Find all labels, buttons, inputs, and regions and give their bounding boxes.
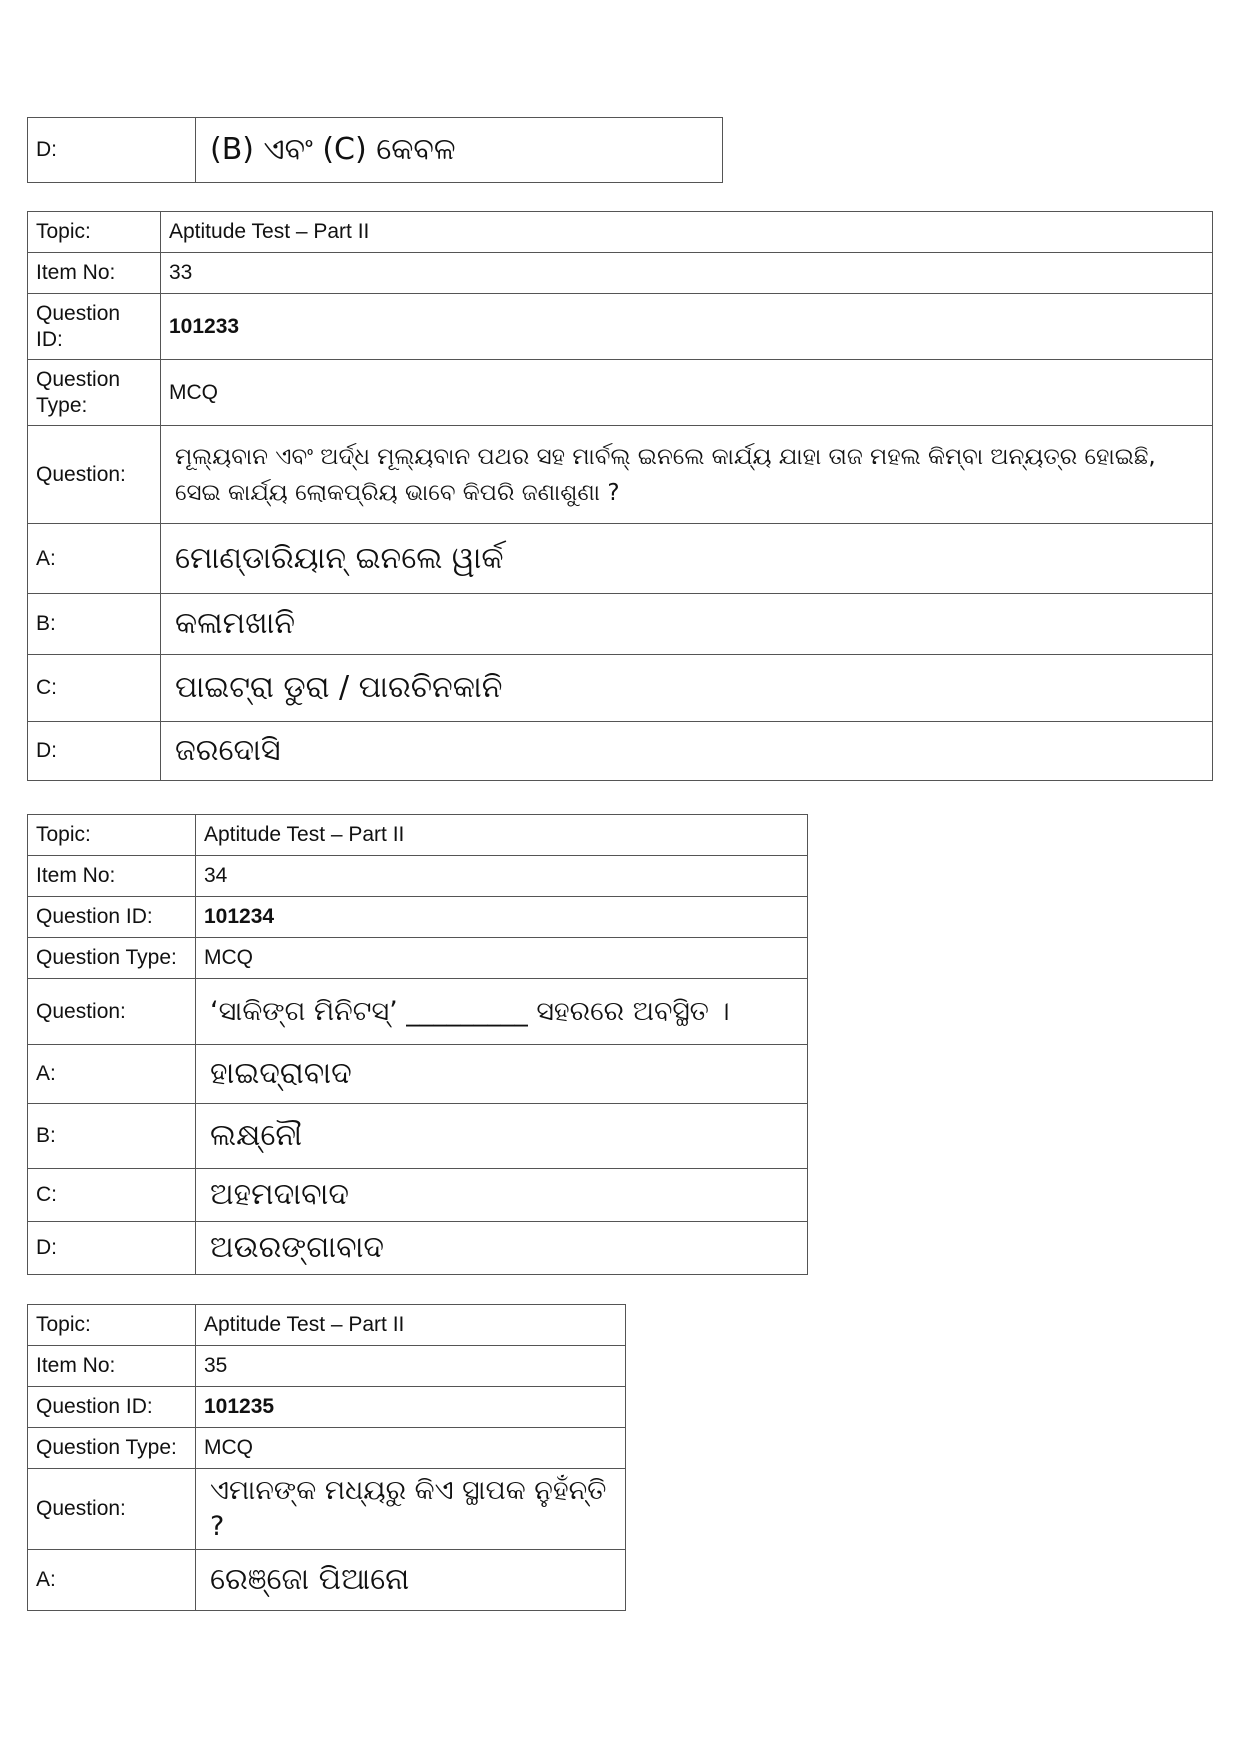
option-b-row xyxy=(28,594,1213,655)
topic-row xyxy=(28,1305,626,1346)
topic-value: Aptitude Test – Part II xyxy=(196,1305,626,1346)
question-text: ‘ସାକିଙ୍ଗ ମିନିଟସ୍’ _________ ସହରରେ ଅବସ୍ଥିତ । xyxy=(196,979,808,1045)
item-no-row xyxy=(28,253,1213,294)
option-d-row xyxy=(28,118,723,183)
question-label: Question: xyxy=(28,1469,196,1550)
topic-row xyxy=(28,815,808,856)
question-34-table xyxy=(27,814,808,1275)
option-a-label: A: xyxy=(28,1550,196,1611)
topic-value: Aptitude Test – Part II xyxy=(196,815,808,856)
option-a-text: ମୋଣ୍ଡାରିୟାନ୍ ଇନଲେ ୱାର୍କ xyxy=(161,524,1213,594)
question-type-value: MCQ xyxy=(196,938,808,979)
option-b-label: B: xyxy=(28,594,161,655)
question-type-label: Question Type: xyxy=(28,1428,196,1469)
question-id-row xyxy=(28,1387,626,1428)
item-no-label: Item No: xyxy=(28,1346,196,1387)
question-id-label: Question ID: xyxy=(28,1387,196,1428)
question-label: Question: xyxy=(28,426,161,524)
option-c-text: ପାଇଟ୍ରା ଡୁରା / ପାରଚିନକାନି xyxy=(161,655,1213,722)
question-id-value: 101235 xyxy=(204,1395,275,1418)
option-d-text: (B) ଏବଂ (C) କେବଳ xyxy=(196,118,723,183)
option-d-label: D: xyxy=(28,722,161,781)
option-a-label: A: xyxy=(28,524,161,594)
option-a-label: A: xyxy=(28,1045,196,1104)
topic-label: Topic: xyxy=(28,1305,196,1346)
item-no-row xyxy=(28,856,808,897)
question-type-value: MCQ xyxy=(161,360,1213,426)
question-type-row xyxy=(28,1428,626,1469)
item-no-value: 34 xyxy=(196,856,808,897)
item-no-value: 33 xyxy=(161,253,1213,294)
question-type-label: Question Type: xyxy=(28,360,161,426)
option-a-row xyxy=(28,1550,626,1611)
option-d-label: D: xyxy=(28,1222,196,1275)
topic-row xyxy=(28,212,1213,253)
option-c-text: ଅହମଦାବାଦ xyxy=(196,1169,808,1222)
option-a-text: ରେଞ୍ଜୋ ପିଆନୋ xyxy=(196,1550,626,1611)
option-a-row xyxy=(28,1045,808,1104)
question-row xyxy=(28,979,808,1045)
option-a-text: ହାଇଦ୍ରାବାଦ xyxy=(196,1045,808,1104)
option-b-row xyxy=(28,1104,808,1169)
option-c-row xyxy=(28,1169,808,1222)
question-33-table xyxy=(27,211,1213,781)
option-c-label: C: xyxy=(28,1169,196,1222)
question-id-value: 101233 xyxy=(169,314,240,338)
question-id-row xyxy=(28,294,1213,360)
question-row xyxy=(28,426,1213,524)
option-b-text: ଲକ୍ଷ୍ନୌ xyxy=(196,1104,808,1169)
option-a-row xyxy=(28,524,1213,594)
option-d-text: ଜରଦୋସି xyxy=(161,722,1213,781)
question-id-row xyxy=(28,897,808,938)
question-text: ମୂଲ୍ୟବାନ ଏବଂ ଅର୍ଦ୍ଧ ମୂଲ୍ୟବାନ ପଥର ସହ ମାର୍ବଲ୍ ଇନଲେ କାର୍ଯ୍ୟ ଯାହା ତାଜ ମହଲ କିମ୍ବା ଅନ୍ୟତ୍ର ହୋଇଛି, ସେଇ କାର୍ଯ୍ୟ ଲୋକପ୍ରିୟ ଭାବେ କିପରି ଜଣାଶୁଣା ? xyxy=(161,426,1213,524)
item-no-value: 35 xyxy=(196,1346,626,1387)
question-text: ଏମାନଙ୍କ ମଧ୍ୟରୁ କିଏ ସ୍ଥାପକ ନୁହଁନ୍ତି ? xyxy=(196,1469,626,1550)
previous-question-fragment-table xyxy=(27,117,723,183)
question-id-value: 101234 xyxy=(204,905,275,928)
option-b-label: B: xyxy=(28,1104,196,1169)
item-no-row xyxy=(28,1346,626,1387)
question-35-table xyxy=(27,1304,626,1611)
question-label: Question: xyxy=(28,979,196,1045)
option-d-row xyxy=(28,1222,808,1275)
item-no-label: Item No: xyxy=(28,253,161,294)
option-b-text: କଳାମଖାନି xyxy=(161,594,1213,655)
option-d-text: ଅଉରଙ୍ଗାବାଦ xyxy=(196,1222,808,1275)
question-row xyxy=(28,1469,626,1550)
option-d-label: D: xyxy=(28,118,196,183)
question-type-row xyxy=(28,938,808,979)
topic-label: Topic: xyxy=(28,815,196,856)
option-c-label: C: xyxy=(28,655,161,722)
option-d-row xyxy=(28,722,1213,781)
topic-label: Topic: xyxy=(28,212,161,253)
question-type-row xyxy=(28,360,1213,426)
question-id-label: Question ID: xyxy=(28,897,196,938)
question-type-value: MCQ xyxy=(196,1428,626,1469)
item-no-label: Item No: xyxy=(28,856,196,897)
option-c-row xyxy=(28,655,1213,722)
question-type-label: Question Type: xyxy=(28,938,196,979)
question-id-label: Question ID: xyxy=(28,294,161,360)
topic-value: Aptitude Test – Part II xyxy=(161,212,1213,253)
